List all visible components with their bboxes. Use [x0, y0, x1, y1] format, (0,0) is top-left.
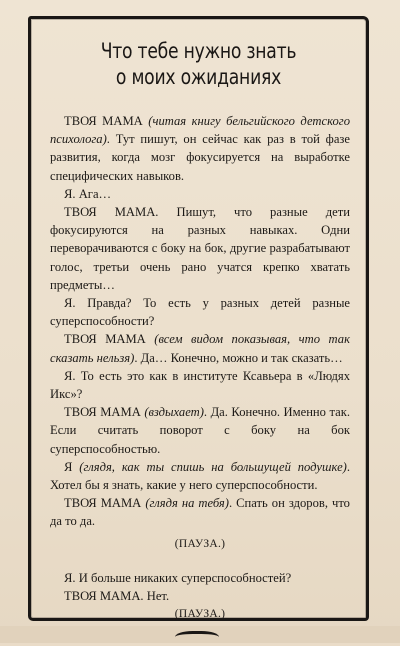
dialogue-paragraph: [50, 367, 350, 403]
pause-note: (ПАУЗА.): [174, 608, 226, 621]
spoken-text: Я. И больше никаких суперспособностей?: [64, 570, 292, 585]
dialogue-paragraph: [50, 294, 350, 330]
spoken-text: Я. Правда? То есть у разных детей разные суперспособности?: [50, 296, 350, 329]
dialogue-block-1: [50, 112, 350, 531]
stage-direction: (всем видом показывая, что так сказать нельзя): [50, 332, 350, 365]
heading-line-1: Что тебе нужно знать: [100, 39, 297, 63]
speaker-name: ТВОЯ МАМА: [64, 405, 141, 420]
spoken-text: . Да… Конечно, можно и так сказать…: [134, 350, 343, 365]
stage-direction: (вздыхает): [144, 405, 204, 420]
dialogue-paragraph: [50, 112, 350, 185]
stage-direction: (глядя на тебя): [145, 496, 229, 511]
dialogue-block-2: [50, 569, 350, 605]
dialogue-paragraph: [50, 403, 350, 458]
speaker-name: ТВОЯ МАМА: [64, 332, 146, 347]
dialogue-body: [50, 112, 350, 642]
dialogue-paragraph: [50, 185, 350, 203]
pause-note: (ПАУЗА.): [174, 537, 226, 550]
spoken-text: . Спать он здоров, что да то да.: [50, 496, 350, 529]
spoken-text: Я. Ага…: [64, 186, 112, 201]
speaker-name: Я: [64, 459, 73, 474]
dialogue-paragraph: [50, 494, 350, 530]
stage-direction: (читая книгу бельгийского детского психолога): [50, 114, 350, 147]
spoken-text: . Тут пишут, он сейчас как раз в той фазе развития, когда мозг фокусируется на выработке специфических навыков.: [50, 132, 350, 183]
heading-line-2: о моих ожиданиях: [115, 65, 282, 89]
spoken-text: . Хотел бы я знать, какие у него суперспособности.: [50, 459, 351, 493]
speaker-name: ТВОЯ МАМА: [64, 114, 143, 128]
spoken-text: Я. То есть это как в институте Ксавьера в «Людях Икс»?: [50, 368, 350, 402]
stage-direction: (глядя, как ты спишь на большущей подушке): [79, 459, 347, 474]
page-folio-mark: [175, 631, 219, 646]
dialogue-paragraph: [50, 569, 350, 587]
speaker-name: ТВОЯ МАМА.: [64, 205, 159, 220]
spoken-text: Нет.: [143, 589, 170, 604]
spoken-text: Пишут, что разные дети фокусируются на разных навыках. Одни переворачиваются с боку на бок, другие разрабатывают голос, третьи очень рано учатся крепко хватать предметы…: [50, 205, 350, 292]
speaker-name: ТВОЯ МАМА.: [64, 589, 144, 604]
dialogue-paragraph: [50, 203, 350, 294]
dialogue-paragraph: [50, 458, 350, 494]
spoken-text: . Да. Конечно. Именно так. Если считать поворот с боку на бок суперспособностью.: [50, 405, 351, 456]
dialogue-paragraph: [50, 330, 350, 366]
dialogue-paragraph: [50, 587, 350, 605]
speaker-name: ТВОЯ МАМА: [64, 496, 142, 511]
